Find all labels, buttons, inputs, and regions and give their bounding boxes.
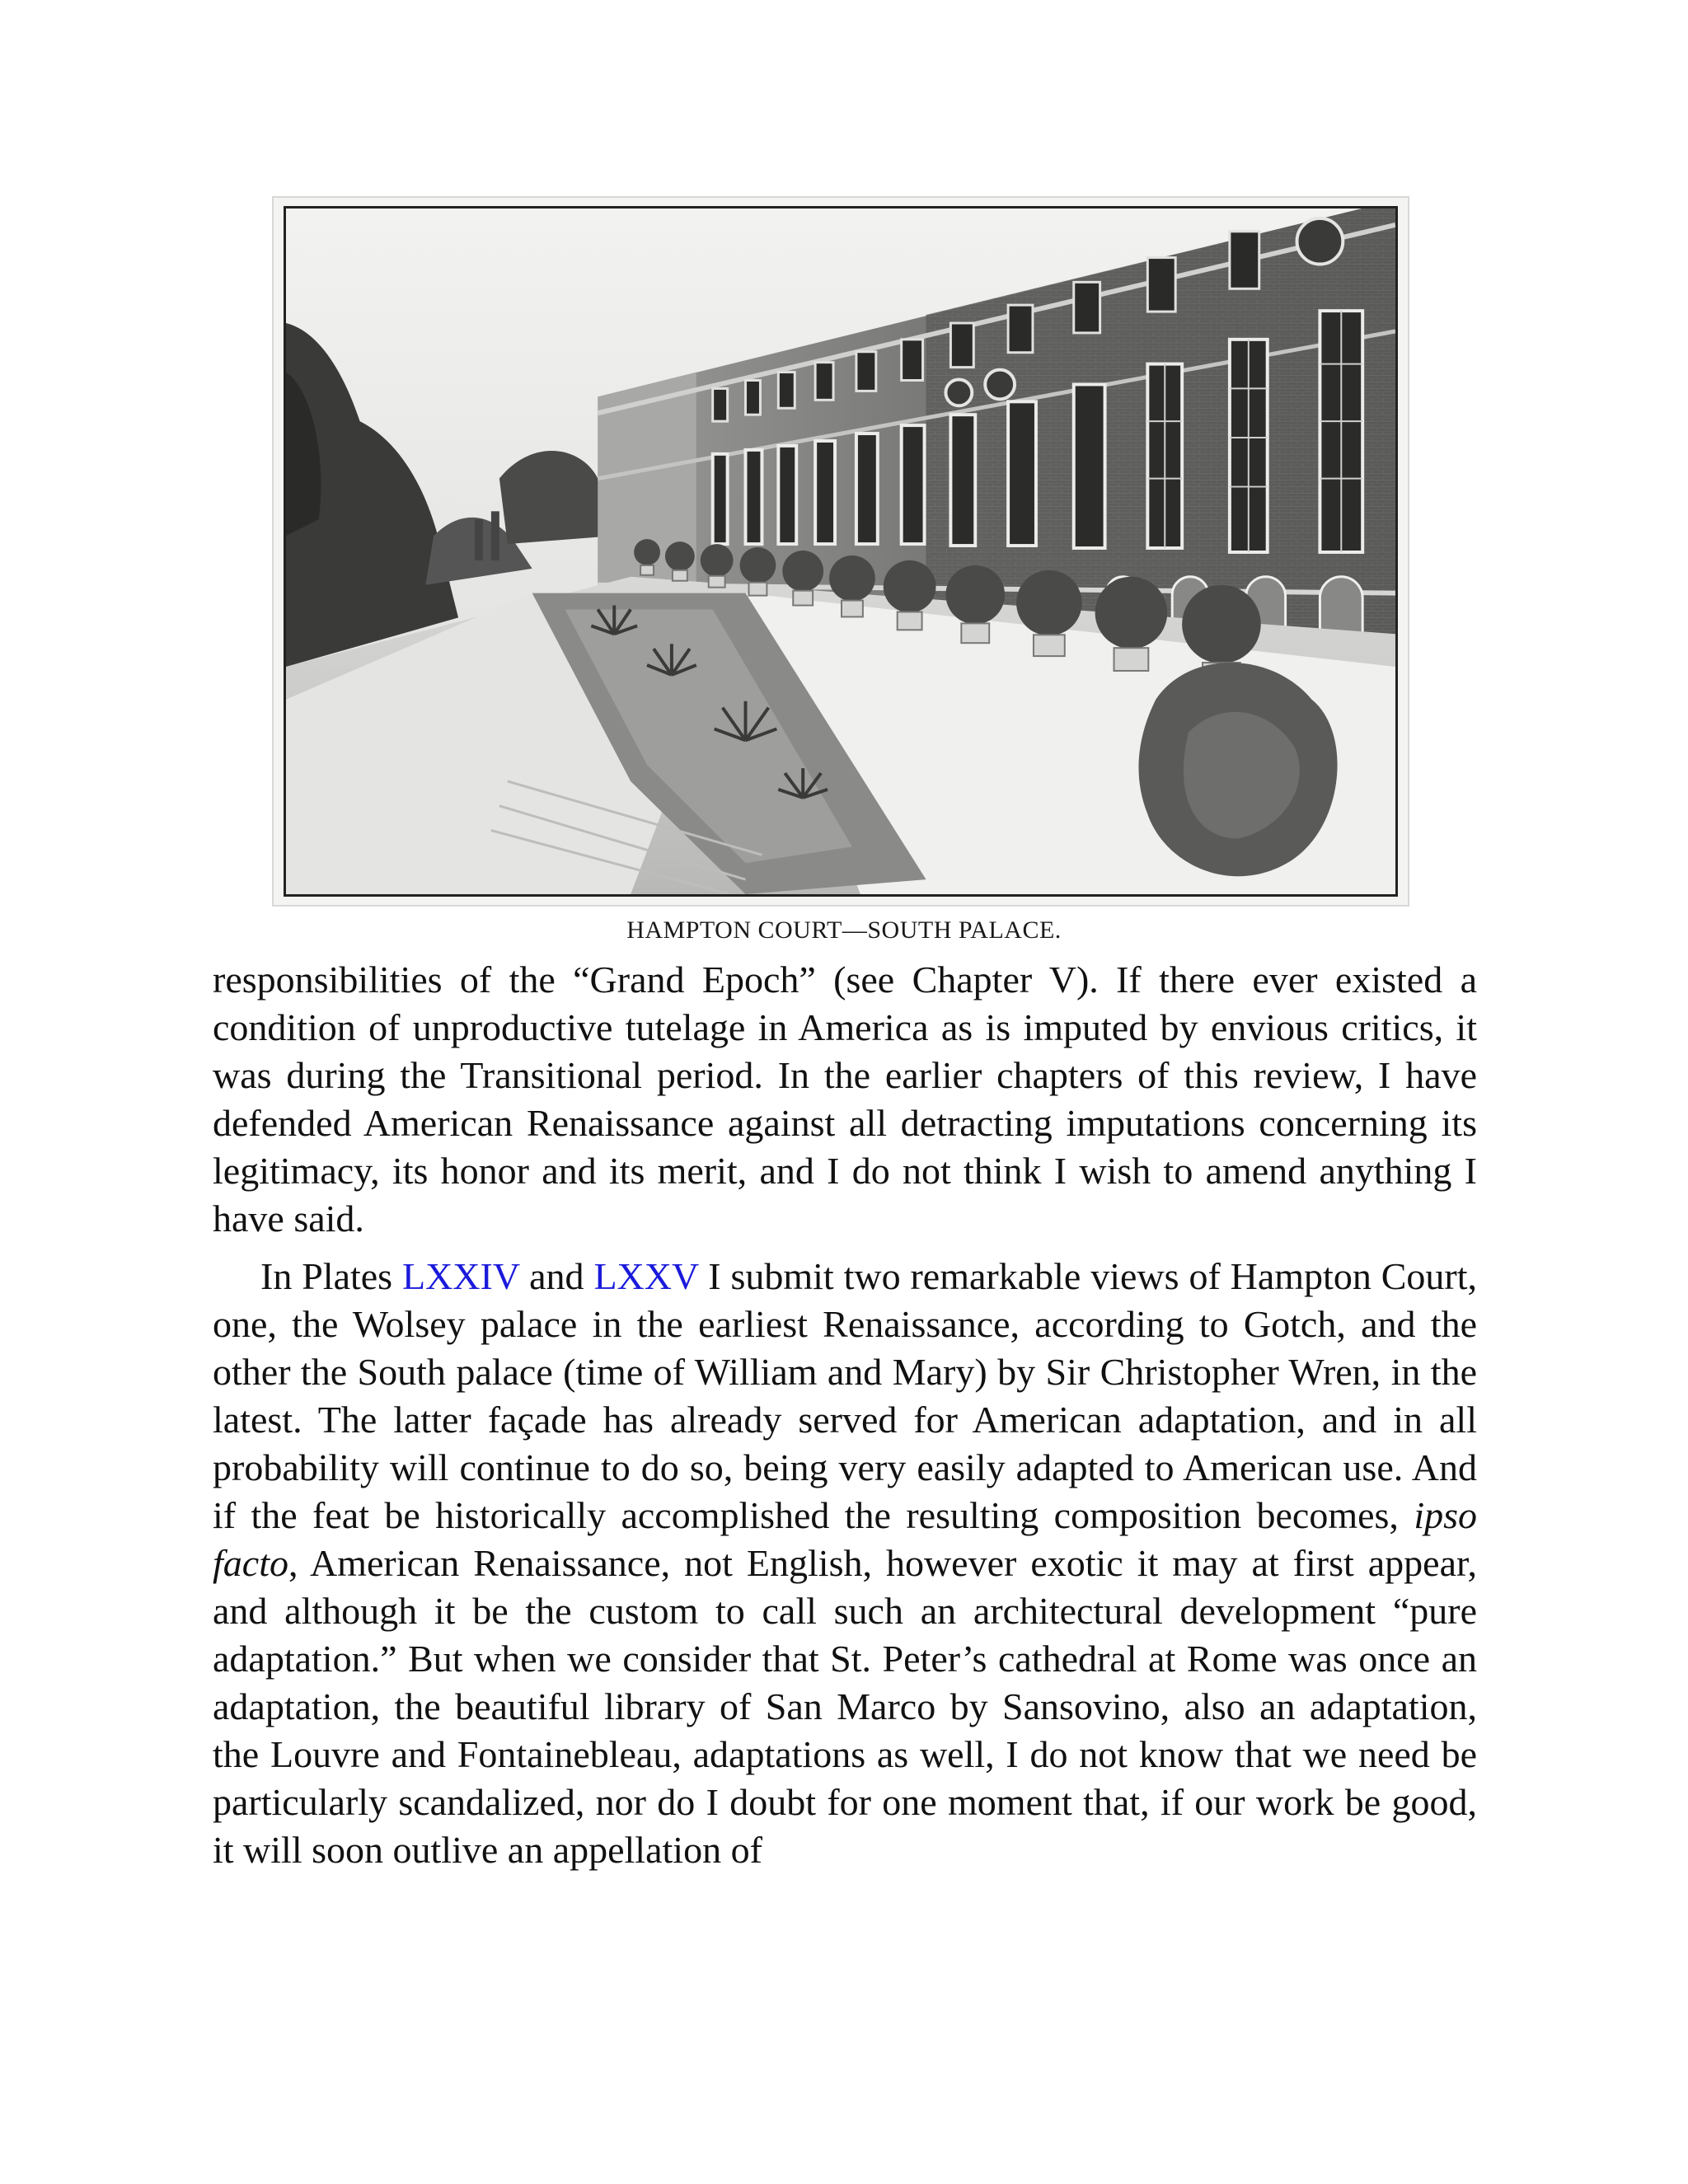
paragraph-1: responsibilities of the “Grand Epoch” (see Chapter V). If there ever existed a condition of unproductive tutelage in America as is imputed by envious critics, it was during the Transitional period. In the earlier chapters of this review, I have defended American Renaissance against all detracting imputations concerning its legitimacy, its honor and its merit, and I do not think I wish to amend anything I have said. [213, 958, 1477, 1240]
paragraph-2-text-b: and [519, 1255, 594, 1297]
paragraph-2-text-d: , American Renaissance, not English, however exotic it may at first appear, and although it be the custom to call such an architectural development “pure adaptation.” But when we consider that St. Peter’s cathedral at Rome was once an adaptation, the beautiful library of San Marco by Sansovino, also an adaptation, the Louvre and Fontainebleau, adaptations as well, I do not know that we need be particularly scandalized, nor do I doubt for one moment that, if our work be good, it will soon outlive an appellation of [213, 1542, 1477, 1871]
plate-lxxv-link[interactable]: LXXV [593, 1255, 699, 1297]
italic-ipso-facto: ipso facto [213, 1494, 1477, 1584]
paragraph-2 [213, 1253, 1477, 1874]
paragraph-2-text-a: In Plates [260, 1255, 402, 1297]
plate-lxxiv-link[interactable]: LXXIV [401, 1255, 520, 1297]
paragraph-2-text-c: I submit two remarkable views of Hampton Court, one, the Wolsey palace in the earliest Renaissance, according to Gotch, and the other the South palace (time of William and Mary) by Sir Christopher Wren, in the latest. The latter façade has already served for American adaptation, and in all probability will continue to do so, being very easily adapted to American use. And if the feat be historically accomplished the resulting composition becomes, [213, 1255, 1478, 1536]
photo-plate [272, 196, 1409, 907]
photo-illustration [286, 209, 1395, 894]
body-text [213, 956, 1477, 1874]
hampton-court-photo [284, 206, 1398, 897]
figure-caption: HAMPTON COURT—SOUTH PALACE. [626, 916, 1062, 944]
